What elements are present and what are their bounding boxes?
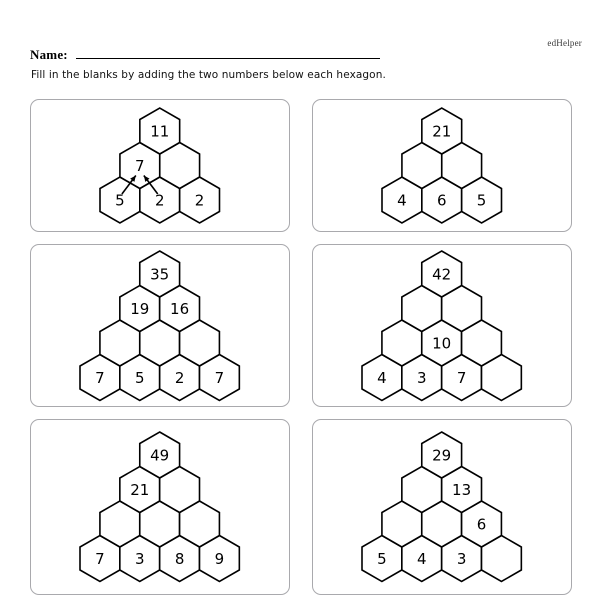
hexagon-pyramid [76,247,243,405]
hexagon-value: 21 [130,481,150,500]
hexagon-value: 3 [135,550,145,569]
hexagon-value: 5 [115,191,125,210]
puzzle-2 [378,104,506,227]
hexagon-value: 7 [214,368,225,387]
hexagon-value: 7 [135,156,145,175]
puzzle-card[interactable] [312,99,572,232]
hexagon-value: 8 [175,550,185,569]
hexagon-value: 2 [195,191,205,210]
hexagon-value: 16 [170,299,190,318]
hexagon-pyramid [76,428,243,586]
hexagon-pyramid [358,428,525,586]
hexagon-value: 3 [417,368,427,387]
puzzle-card[interactable] [30,244,290,407]
hexagon-pyramid [378,104,506,227]
puzzle-card[interactable] [30,99,290,232]
hexagon-value: 21 [432,122,452,141]
hexagon-value: 5 [377,550,388,569]
name-input-line[interactable] [76,49,380,59]
puzzle-card[interactable] [30,419,290,595]
hexagon-value: 2 [155,191,165,210]
hexagon-value: 11 [150,122,170,141]
name-field-row [30,47,380,63]
hexagon-value: 5 [135,368,145,387]
hexagon-value: 10 [432,334,452,353]
puzzle-1 [96,104,224,227]
puzzle-card[interactable] [312,244,572,407]
hexagon-value: 9 [214,550,225,569]
hexagon-value: 6 [477,515,487,534]
hexagon-value: 3 [457,550,467,569]
puzzle-card[interactable] [312,419,572,595]
puzzle-4 [358,247,525,405]
puzzle-grid [30,99,572,595]
hexagon-value: 4 [397,191,407,210]
hexagon-value: 7 [95,550,106,569]
hexagon-value: 42 [432,265,452,284]
puzzle-3 [76,247,243,405]
hexagon-value: 6 [437,191,447,210]
edhelper-logo: edHelper [547,38,582,48]
hexagon-pyramid [96,104,224,227]
hexagon-value: 4 [377,368,388,387]
hexagon-value: 4 [417,550,427,569]
hexagon-value: 19 [130,299,150,318]
hexagon-value: 13 [452,481,472,500]
hexagon-value: 29 [432,446,452,465]
puzzle-5 [76,428,243,586]
hexagon-value: 2 [175,368,185,387]
hexagon-value: 35 [150,265,170,284]
hexagon-value: 5 [477,191,487,210]
name-label: Name: [30,47,68,62]
hexagon-value: 49 [150,446,170,465]
hexagon-pyramid [358,247,525,405]
hexagon-value: 7 [95,368,106,387]
hexagon-value: 7 [457,368,467,387]
instructions-text: Fill in the blanks by adding the two numbers below each hexagon. [31,69,386,81]
puzzle-6 [358,428,525,586]
